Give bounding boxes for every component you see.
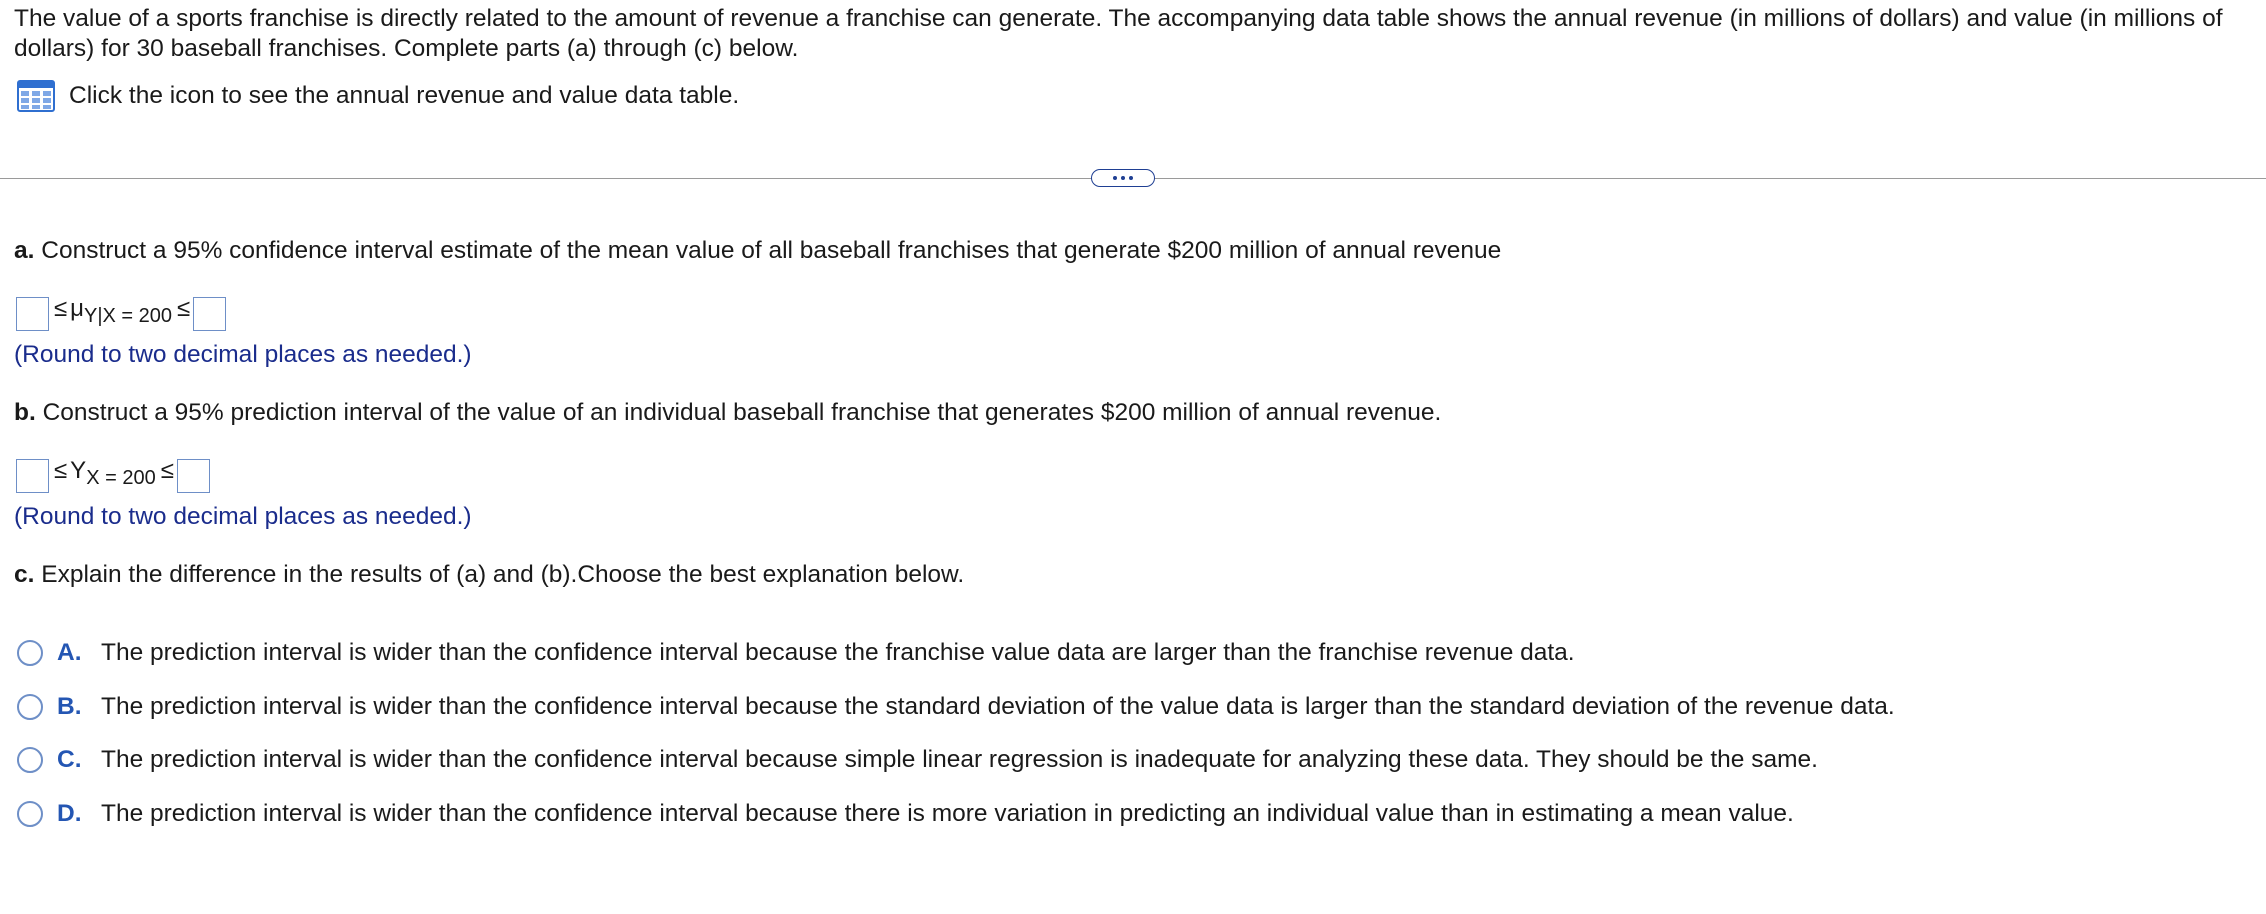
part-b-parameter <box>70 457 156 489</box>
part-b-upper-bound-input[interactable] <box>177 459 210 493</box>
part-b-subscript: X = 200 <box>86 467 156 489</box>
option-c[interactable] <box>17 742 1818 778</box>
y-symbol: Y <box>70 457 87 484</box>
table-icon[interactable] <box>17 80 55 112</box>
part-b-lower-bound-input[interactable] <box>16 459 49 493</box>
option-b-text: The prediction interval is wider than the confidence interval because the standard deviation of the value data is larger than the standard deviation of the revenue data. <box>101 693 1895 720</box>
option-a-radio[interactable] <box>17 640 43 666</box>
dot <box>1129 176 1133 180</box>
leq-symbol: ≤ <box>54 457 68 484</box>
problem-intro: The value of a sports franchise is directly related to the amount of revenue a franchise can generate. The accompanying data table shows the annual revenue (in millions of dollars) and value (in millions of dollars) for 30 baseball franchises. Complete parts (a) through (c) below. <box>14 5 2223 62</box>
part-a-hint: (Round to two decimal places as needed.) <box>14 341 472 368</box>
dot <box>1121 176 1125 180</box>
part-c-text: Explain the difference in the results of (a) and (b).Choose the best explanation below. <box>41 561 965 588</box>
option-a-letter: A. <box>57 639 82 666</box>
part-b-text: Construct a 95% prediction interval of the value of an individual baseball franchise that generates $200 million of annual revenue. <box>42 399 1442 426</box>
option-b-letter: B. <box>57 693 82 720</box>
data-table-link[interactable] <box>17 80 739 112</box>
part-a-subscript: Y|X = 200 <box>84 305 173 327</box>
option-d[interactable] <box>17 796 1794 832</box>
option-c-text: The prediction interval is wider than the confidence interval because simple linear regression is inadequate for analyzing these data. They should be the same. <box>101 746 1818 773</box>
expand-more-button[interactable] <box>1091 169 1155 187</box>
part-a-parameter <box>70 295 173 327</box>
part-b-label: b. <box>14 399 36 426</box>
part-a-label: a. <box>14 237 35 264</box>
option-d-letter: D. <box>57 800 82 827</box>
leq-symbol: ≤ <box>177 295 191 322</box>
part-a-upper-bound-input[interactable] <box>193 297 226 331</box>
option-d-text: The prediction interval is wider than the confidence interval because there is more variation in predicting an individual value than in estimating a mean value. <box>101 800 1794 827</box>
part-b-hint: (Round to two decimal places as needed.) <box>14 503 472 530</box>
part-b-answer-row <box>16 457 210 493</box>
option-b[interactable] <box>17 689 1895 725</box>
table-link-text: Click the icon to see the annual revenue and value data table. <box>69 82 740 109</box>
dot <box>1113 176 1117 180</box>
option-a[interactable] <box>17 635 1575 671</box>
option-b-radio[interactable] <box>17 694 43 720</box>
part-a-question <box>14 236 1501 266</box>
option-d-radio[interactable] <box>17 801 43 827</box>
option-c-letter: C. <box>57 746 82 773</box>
part-a-lower-bound-input[interactable] <box>16 297 49 331</box>
option-a-text: The prediction interval is wider than the confidence interval because the franchise value data are larger than the franchise revenue data. <box>101 639 1575 666</box>
leq-symbol: ≤ <box>160 457 174 484</box>
part-a-text: Construct a 95% confidence interval estimate of the mean value of all baseball franchises that generate $200 million of annual revenue <box>41 237 1502 264</box>
part-c-label: c. <box>14 561 35 588</box>
part-c-question <box>14 560 964 590</box>
option-c-radio[interactable] <box>17 747 43 773</box>
mu-symbol: μ <box>70 295 84 322</box>
leq-symbol: ≤ <box>54 295 68 322</box>
part-b-question <box>14 398 1441 428</box>
part-a-answer-row <box>16 295 226 331</box>
